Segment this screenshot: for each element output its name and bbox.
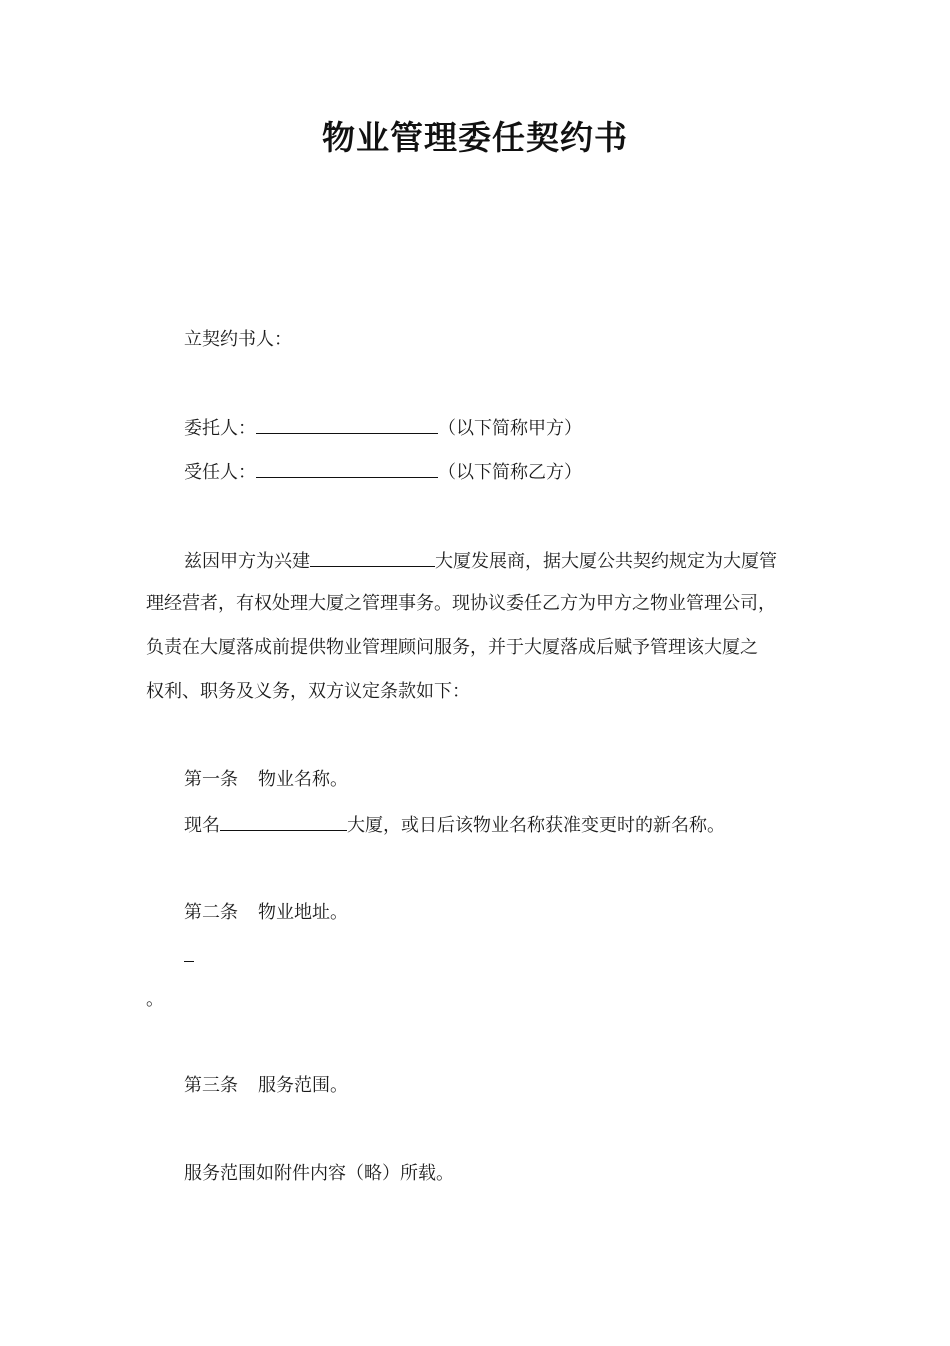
document-title: 物业管理委任契约书 — [322, 118, 628, 157]
party-b-label: 受任人： — [184, 462, 256, 483]
party-a-line — [184, 415, 582, 442]
article-1-title: 物业名称。 — [258, 769, 348, 790]
preamble-line-4: 权利、职务及义务，双方议定条款如下： — [146, 681, 470, 702]
party-a-note: （以下简称甲方） — [438, 418, 582, 439]
preamble-line-1 — [184, 548, 777, 575]
article-3-heading — [184, 1073, 348, 1099]
party-a-blank[interactable] — [256, 415, 438, 434]
preamble-text-before: 兹因甲方为兴建 — [184, 551, 310, 572]
article-3-title: 服务范围。 — [258, 1075, 348, 1096]
preamble-text-after: 大厦发展商，据大厦公共契约规定为大厦管 — [435, 551, 777, 572]
article-2-body-end: 。 — [146, 989, 164, 1010]
party-b-blank[interactable] — [256, 459, 438, 478]
property-name-blank[interactable] — [220, 812, 347, 831]
article-1-text-after: 大厦，或日后该物业名称获准变更时的新名称。 — [347, 815, 725, 836]
article-2-number: 第二条 — [184, 902, 238, 923]
party-b-note: （以下简称乙方） — [438, 462, 582, 483]
article-2-title: 物业地址。 — [258, 902, 348, 923]
article-1-heading — [184, 767, 348, 793]
article-1-body — [184, 812, 725, 839]
address-blank-mark[interactable] — [184, 961, 194, 962]
signatories-heading: 立契约书人： — [184, 329, 292, 350]
article-1-text-before: 现名 — [184, 815, 220, 836]
party-b-line — [184, 459, 582, 486]
article-3-number: 第三条 — [184, 1075, 238, 1096]
preamble-line-2: 理经营者，有权处理大厦之管理事务。现协议委任乙方为甲方之物业管理公司， — [146, 593, 776, 614]
party-a-label: 委托人： — [184, 418, 256, 439]
preamble-line-3: 负责在大厦落成前提供物业管理顾问服务，并于大厦落成后赋予管理该大厦之 — [146, 637, 758, 658]
building-name-blank[interactable] — [310, 548, 435, 567]
article-3-body: 服务范围如附件内容（略）所载。 — [184, 1163, 454, 1184]
article-1-number: 第一条 — [184, 769, 238, 790]
article-2-heading — [184, 900, 348, 926]
